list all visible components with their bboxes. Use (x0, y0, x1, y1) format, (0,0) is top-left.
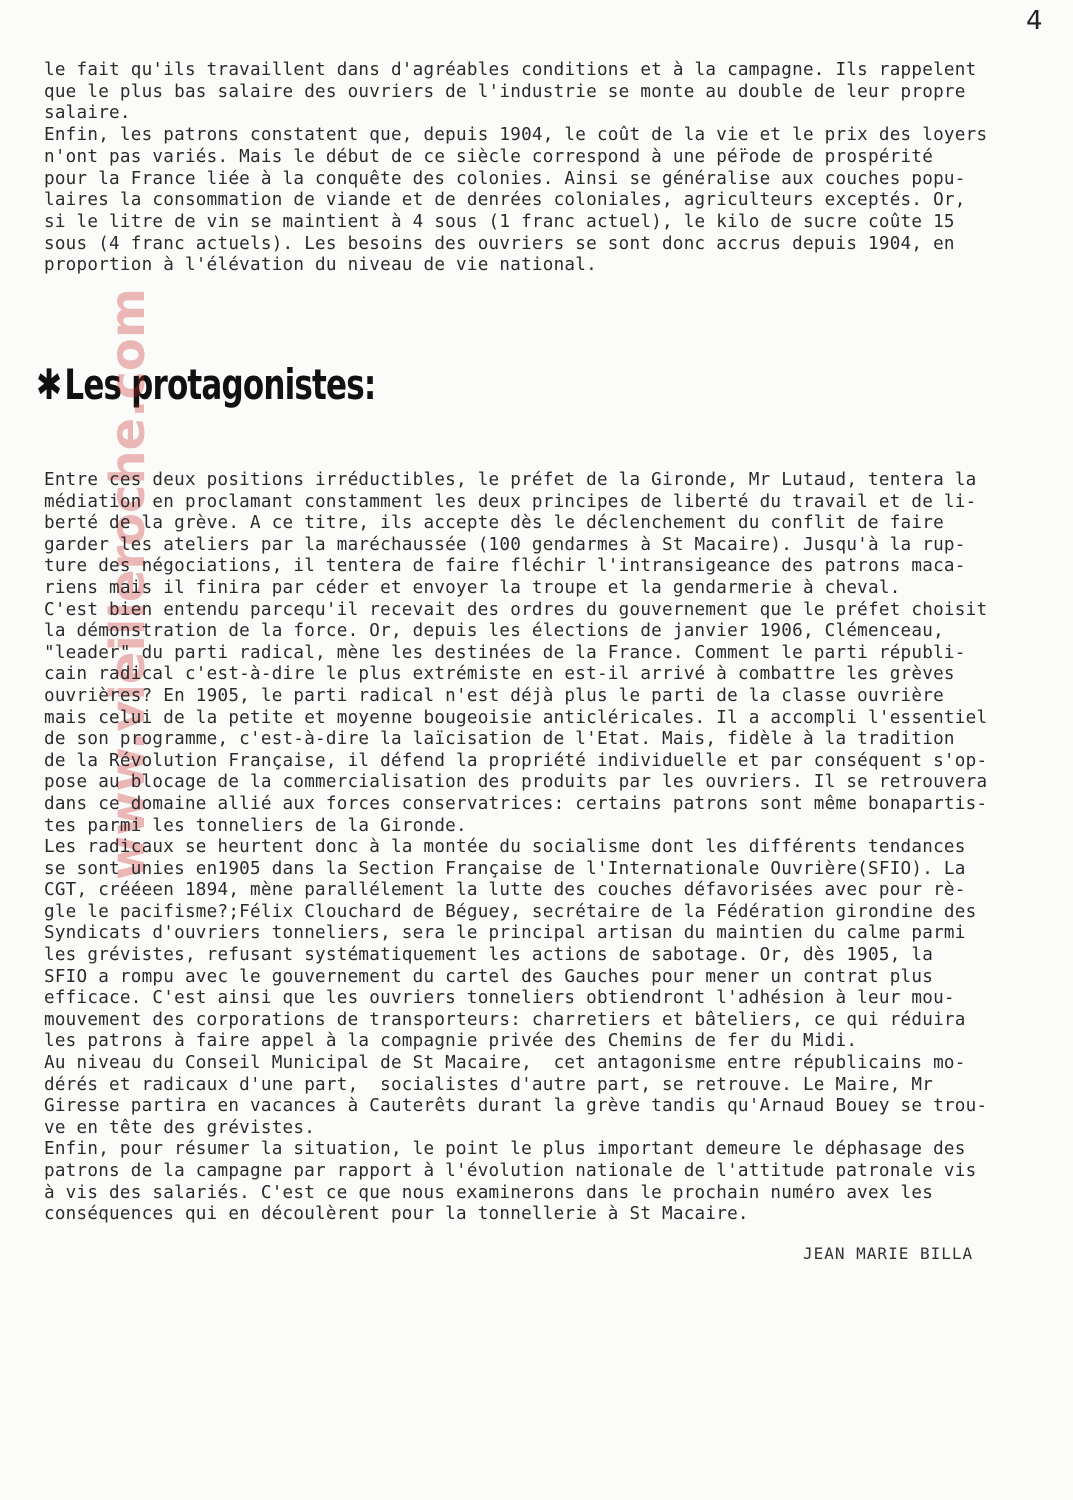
intro-line: sous (4 franc actuels). Les besoins des ouvriers se sont donc accrus depuis 1904, en (44, 233, 955, 254)
body-line: les patrons à faire appel à la compagnie privée des Chemins de fer du Midi. (44, 1031, 858, 1052)
watermark-text: www.vieilleroche.com (100, 288, 156, 880)
body-line: ture des négociations, il tentera de faire fléchir l'intransigeance des patrons maca- (44, 556, 966, 577)
body-line: cain radical c'est-à-dire le plus extrémiste en est-il arrivé à combattre les grèves (44, 664, 955, 685)
section-heading (36, 360, 375, 409)
intro-line: salaire. (44, 103, 131, 124)
body-line: Les radicaux se heurtent donc à la montée du socialisme dont les différents tendances (44, 837, 966, 858)
body-line: "leader" du parti radical, mène les destinées de la France. Comment le parti républi- (44, 642, 966, 663)
intro-line: le fait qu'ils travaillent dans d'agréables conditions et à la campagne. Ils rappelent (44, 60, 977, 80)
body-line: Syndicats d'ouvriers tonneliers, sera le principal artisan du maintien du calme parmi (44, 923, 966, 944)
body-text (44, 470, 1034, 1226)
body-line: ouvrières? En 1905, le parti radical n'est déjà plus le parti de la classe ouvrière (44, 685, 944, 706)
body-line: conséquences qui en découlèrent pour la tonnellerie à St Macaire. (44, 1204, 749, 1225)
intro-line: que le plus bas salaire des ouvriers de l'industrie se monte au double de leur propre (44, 81, 966, 102)
body-line: Giresse partira en vacances à Cauterêts durant la grève tandis qu'Arnaud Bouey se trou- (44, 1096, 988, 1117)
body-line: de la Révolution Française, il défend la propriété individuelle et par conséquent s'op- (44, 750, 988, 771)
body-line: de son programme, c'est-à-dire la laïcisation de l'Etat. Mais, fidèle à la tradition (44, 729, 955, 750)
intro-line: pour la France liée à la conquête des colonies. Ainsi se généralise aux couches popu- (44, 168, 966, 189)
body-line: médiation en proclamant constamment les deux principes de liberté du travail et de li- (44, 491, 977, 512)
body-line: se sont unies en1905 dans la Section Française de l'Internationale Ouvrière(SFIO). La (44, 858, 966, 879)
body-line: Au niveau du Conseil Municipal de St Macaire, cet antagonisme entre républicains mo- (44, 1053, 966, 1074)
asterisk-icon: ✱ (36, 360, 62, 409)
intro-line: proportion à l'élévation du niveau de vie national. (44, 255, 597, 276)
body-line: les grévistes, refusant systématiquement les actions de sabotage. Or, dès 1905, la (44, 945, 934, 966)
intro-line: n'ont pas variés. Mais le début de ce siècle correspond à une pér̈ode de prospérité (44, 146, 934, 167)
body-line: garder les ateliers par la maréchaussée (100 gendarmes à St Macaire). Jusqu'à la rup- (44, 534, 966, 555)
section-heading-text: Les protagonistes: (64, 360, 376, 409)
body-line: efficace. C'est ainsi que les ouvriers tonneliers obtiendront l'adhésion à leur mou- (44, 988, 955, 1009)
body-line: ve en tête des grévistes. (44, 1117, 316, 1138)
body-line: pose au blocage de la commercialisation des produits par les ouvriers. Il se retrouvera (44, 772, 988, 793)
author-signature: JEAN MARIE BILLA (803, 1244, 974, 1263)
body-line: Entre ces deux positions irréductibles, le préfet de la Gironde, Mr Lutaud, tentera la (44, 470, 977, 490)
body-line: dérés et radicaux d'une part, socialistes d'autre part, se retrouve. Le Maire, Mr (44, 1074, 934, 1095)
intro-line: laires la consommation de viande et de denrées coloniales, agriculteurs exceptés. Or, (44, 190, 966, 211)
body-line: SFIO a rompu avec le gouvernement du cartel des Gauches pour mener un contrat plus (44, 966, 934, 987)
page-number: 4 (1026, 6, 1043, 36)
body-line: mouvement des corporations de transporteurs: charretiers et bâteliers, ce qui réduira (44, 1009, 966, 1030)
body-line: à vis des salariés. C'est ce que nous examinerons dans le prochain numéro avex les (44, 1182, 934, 1203)
body-line: berté de la grève. A ce titre, ils accepte dès le déclenchement du conflit de faire (44, 513, 944, 534)
body-line: riens mais il finira par céder et envoyer la troupe et la gendarmerie à cheval. (44, 577, 901, 598)
body-line: tes parmi les tonneliers de la Gironde. (44, 815, 467, 836)
body-line: gle le pacifisme?;Félix Clouchard de Béguey, secrétaire de la Fédération girondine des (44, 901, 977, 922)
body-line: la démonstration de la force. Or, depuis les élections de janvier 1906, Clémenceau, (44, 621, 944, 642)
body-line: patrons de la campagne par rapport à l'évolution nationale de l'attitude patronale vis (44, 1161, 977, 1181)
body-line: Enfin, pour résumer la situation, le point le plus important demeure le déphasage des (44, 1139, 966, 1160)
intro-line: si le litre de vin se maintient à 4 sous (1 franc actuel), le kilo de sucre coûte 15 (44, 211, 955, 232)
body-line: CGT, crééeen 1894, mène parallélement la lutte des couches défavorisées avec pour rè- (44, 880, 966, 901)
body-line: dans ce domaine allié aux forces conservatrices: certains patrons sont même bonapartis- (44, 793, 988, 814)
intro-paragraph (44, 60, 1034, 277)
body-line: C'est bien entendu parcequ'il recevait des ordres du gouvernement que le préfet choisit (44, 599, 988, 620)
intro-line: Enfin, les patrons constatent que, depuis 1904, le coût de la vie et le prix des loyers (44, 125, 988, 146)
body-line: mais celui de la petite et moyenne bougeoisie anticléricales. Il a accompli l'essentiel (44, 707, 988, 728)
